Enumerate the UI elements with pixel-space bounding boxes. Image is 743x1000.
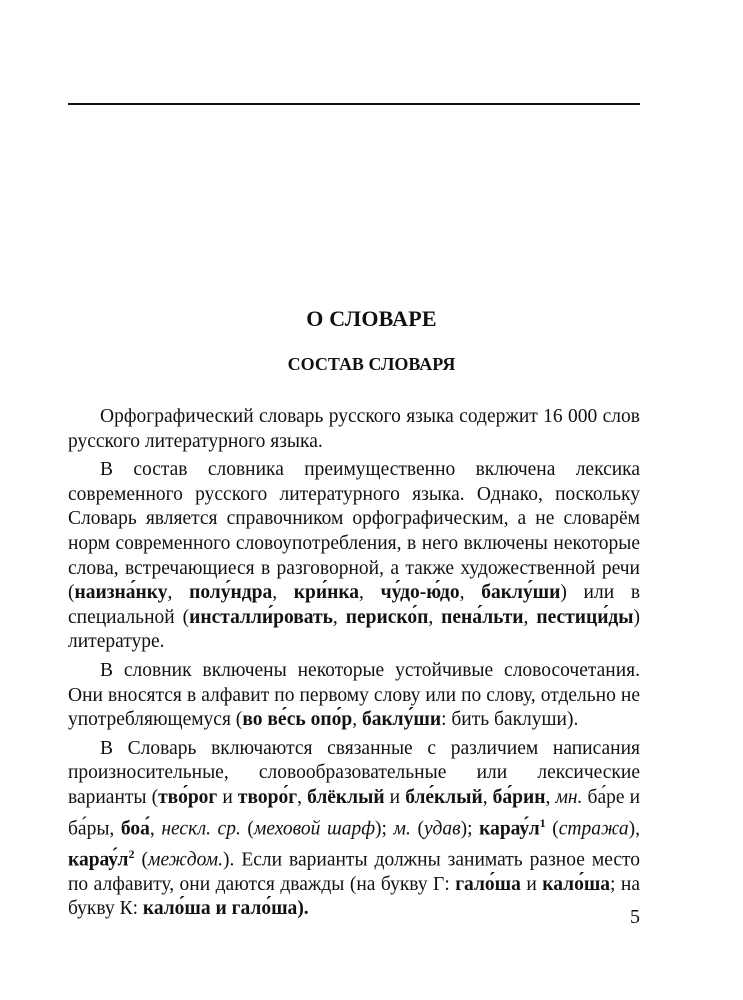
text-run: и	[520, 873, 543, 895]
bold-term: периско́п	[345, 606, 429, 628]
bold-term: пестици́ды	[536, 606, 634, 628]
text-run: (	[134, 849, 148, 871]
paragraph	[68, 405, 640, 454]
text-run: (	[410, 818, 424, 839]
italic-note: стража	[558, 818, 629, 839]
text-run: ; на букву К:	[68, 873, 641, 920]
text-run: ,	[428, 606, 442, 628]
text-run: ,	[332, 606, 346, 628]
text-run: ,	[545, 786, 556, 808]
section-title: О СЛОВАРЕ	[306, 306, 437, 331]
text-run: Орфографический словарь русского языка содержит 16 000 слов русского литературного языка.	[68, 406, 640, 452]
bold-term: боа́	[120, 818, 150, 839]
bold-term: во ве́сь опо́р	[242, 709, 353, 731]
text-run: В состав словника преимущественно включена лексика современного русского литературного языка. Однако, поскольку Словарь является справочником орфографическим, а не словарём норм современного словоупотребления, в него включены некоторые слова, встречающиеся в разговорной, а также художественной речи (	[68, 459, 640, 604]
text-run: ба́ре и ба́ры,	[68, 786, 641, 839]
text-run: : бить баклуши).	[441, 709, 579, 731]
homonym-index: 2	[128, 846, 135, 861]
text-run: );	[375, 818, 394, 839]
text-run: ,	[167, 582, 190, 604]
text-run: ,	[482, 786, 493, 808]
bold-term: карау́л	[68, 849, 129, 871]
bold-term: тво́рог	[158, 786, 218, 808]
text-run: и	[384, 786, 406, 808]
text-run: ) литературе.	[68, 606, 641, 653]
text-run: ),	[628, 818, 640, 839]
section-subtitle: СОСТАВ СЛОВАРЯ	[287, 354, 456, 374]
text-run: (	[240, 818, 254, 839]
bold-term: блёклый	[307, 786, 385, 808]
text-run: ,	[272, 582, 294, 604]
paragraph	[68, 458, 640, 655]
text-run: ) или в специальной (	[68, 582, 641, 628]
bold-term: полу́ндра	[189, 582, 273, 604]
text-run: В словник включены некоторые устойчивые словосочетания. Они вносятся в алфавит по первому слову или по слову, отдельно не употребляющемуся (	[68, 659, 640, 731]
page-number: 5	[630, 906, 640, 928]
homonym-index: 1	[539, 815, 546, 830]
bold-term: гало́ша	[455, 873, 521, 895]
bold-term: ).	[297, 898, 309, 920]
italic-note: междом.	[148, 849, 223, 871]
bold-term: кало́ша и гало́ша	[142, 898, 298, 920]
bold-term: баклу́ши	[361, 709, 442, 731]
paragraph	[68, 737, 640, 922]
paragraph	[68, 659, 640, 733]
bold-term: творо́г	[237, 786, 298, 808]
text-run: и	[217, 786, 238, 808]
bold-term: кри́нка	[293, 582, 360, 604]
text-run: ,	[149, 818, 162, 839]
bold-term: карау́л	[479, 818, 540, 839]
header-rule	[68, 103, 640, 105]
text-run: ,	[352, 709, 362, 731]
bold-term: пена́льти	[441, 606, 524, 628]
text-run: );	[460, 818, 480, 839]
bold-term: чу́до-ю́до	[380, 582, 460, 604]
text-run: ,	[359, 582, 381, 604]
bold-term: бле́клый	[405, 786, 483, 808]
body-text	[68, 405, 640, 926]
text-run: ,	[459, 582, 482, 604]
italic-note: меховой шарф	[253, 818, 376, 839]
italic-note: удав	[423, 818, 461, 839]
text-run: ,	[297, 786, 308, 808]
text-run: В Словарь включаются связанные с различием написания произносительные, словообразовательные или лексические варианты (	[68, 737, 640, 808]
bold-term: инсталли́ровать	[189, 606, 333, 628]
italic-note: нескл. ср.	[161, 818, 241, 839]
bold-term: баклу́ши	[481, 582, 561, 604]
italic-note: мн.	[555, 786, 583, 808]
text-run: ,	[523, 606, 537, 628]
bold-term: кало́ша	[542, 873, 611, 895]
text-run: ). Если варианты должны занимать разное место по алфавиту, они даются дважды (на букву Г:	[68, 849, 640, 895]
bold-term: наизна́нку	[74, 582, 168, 604]
text-run: (	[545, 818, 559, 839]
italic-note: м.	[393, 818, 411, 839]
bold-term: ба́рин	[492, 786, 546, 808]
